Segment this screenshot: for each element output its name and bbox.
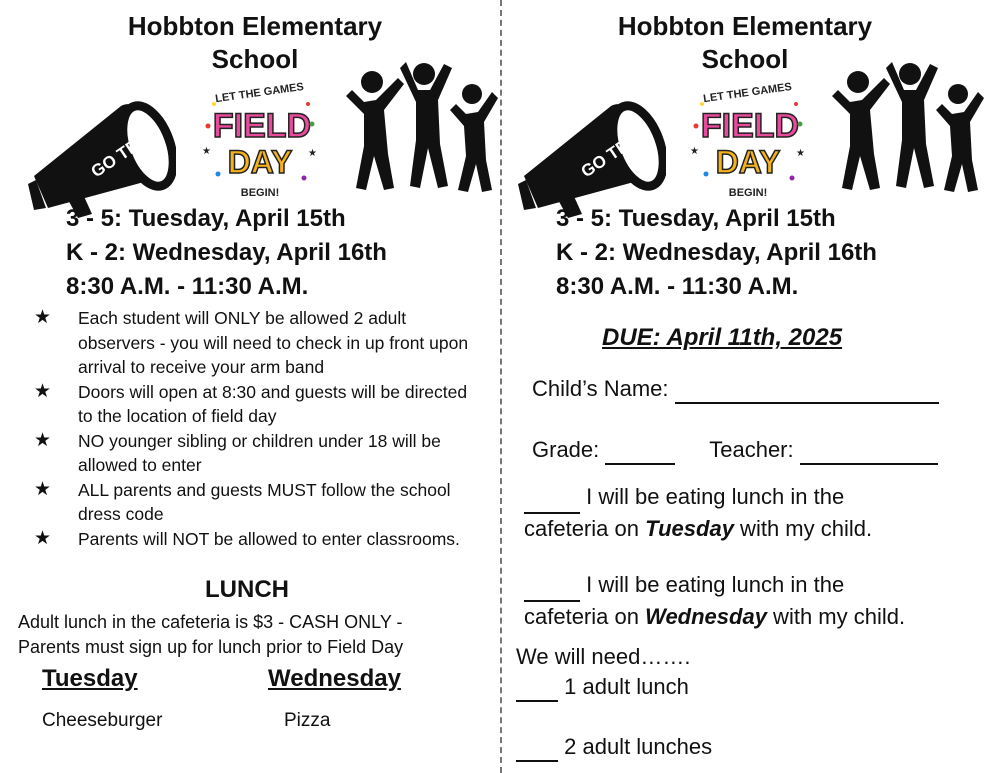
child-name-field[interactable] [675, 376, 939, 404]
megaphone-text: GO TEAM [87, 121, 165, 182]
date-line-grades-k-2: K - 2: Wednesday, April 16th [556, 239, 877, 266]
field-day-logo [688, 74, 808, 202]
lunch-heading: LUNCH [205, 576, 289, 603]
tuesday-lunch-checkbox-blank[interactable] [524, 482, 580, 514]
date-line-grades-3-5: 3 - 5: Tuesday, April 15th [556, 205, 836, 232]
people-cheering-icon [332, 60, 502, 195]
child-name-label: Child’s Name: [532, 376, 669, 401]
field-day-logo [200, 74, 320, 202]
tuesday-heading: Tuesday [42, 665, 138, 692]
date-line-grades-k-2: K - 2: Wednesday, April 16th [66, 239, 387, 266]
wednesday-menu: Pizza [284, 710, 331, 731]
megaphone-text: GO TEAM [577, 121, 655, 182]
date-line-grades-3-5: 3 - 5: Tuesday, April 15th [66, 205, 346, 232]
due-date: DUE: April 11th, 2025 [602, 324, 843, 351]
tuesday-option-line1: I will be eating lunch in the [586, 484, 845, 509]
event-time: 8:30 A.M. - 11:30 A.M. [556, 273, 799, 300]
one-lunch-blank[interactable] [516, 674, 558, 702]
two-lunches-option: 2 adult lunches [516, 734, 712, 762]
child-name-row [532, 376, 939, 404]
star-bullet-icon: ★ [34, 478, 52, 500]
one-lunch-option: 1 adult lunch [516, 674, 689, 702]
school-name-line2: School [701, 44, 789, 74]
grade-label: Grade: [532, 437, 600, 462]
school-name-line2: School [211, 44, 299, 74]
tuesday-lunch-option: I will be eating lunch in the cafeteria on Tuesday with my child. [524, 484, 873, 541]
tuesday-emphasis: Tuesday [645, 516, 734, 541]
wednesday-lunch-option: I will be eating lunch in the cafeteria on Wednesday with my child. [524, 572, 906, 629]
star-bullet-icon: ★ [34, 429, 52, 451]
we-will-need-label: We will need……. [516, 644, 691, 669]
rule-item: ★ Doors will open at 8:30 and guests will be directed to the location of field day [34, 380, 468, 426]
event-dates-left [66, 202, 387, 304]
grade-field[interactable] [605, 437, 675, 465]
teacher-field[interactable] [800, 437, 938, 465]
rules-list [34, 306, 484, 551]
lunch-info-line1: Adult lunch in the cafeteria is $3 - CASH ONLY - [18, 612, 403, 632]
rule-item: ★ ALL parents and guests MUST follow the school dress code [34, 478, 451, 524]
star-bullet-icon: ★ [34, 380, 52, 402]
rule-item: ★ Parents will NOT be allowed to enter classrooms. [34, 527, 484, 552]
rule-item: ★ NO younger sibling or children under 18 will be allowed to enter [34, 429, 441, 475]
tuesday-menu: Cheeseburger [42, 710, 163, 731]
star-bullet-icon: ★ [34, 307, 52, 328]
wednesday-emphasis: Wednesday [645, 604, 767, 629]
wednesday-option-line1: I will be eating lunch in the [586, 572, 845, 597]
event-dates-right [556, 202, 877, 304]
star-bullet-icon: ★ [34, 527, 52, 549]
two-lunches-blank[interactable] [516, 734, 558, 762]
rule-item: ★ Each student will ONLY be allowed 2 adult observers - you will need to check in up front upon arrival to receive your arm band [34, 307, 469, 377]
wednesday-lunch-checkbox-blank[interactable] [524, 570, 580, 602]
lunch-info-line2: Parents must sign up for lunch prior to Field Day [18, 637, 404, 657]
wednesday-heading: Wednesday [268, 665, 401, 692]
people-cheering-icon [818, 60, 988, 195]
grade-teacher-row [532, 437, 938, 465]
event-time: 8:30 A.M. - 11:30 A.M. [66, 273, 309, 300]
school-name-line1: Hobbton Elementary [617, 11, 873, 41]
school-name-line1: Hobbton Elementary [127, 11, 383, 41]
teacher-label: Teacher: [709, 437, 794, 462]
